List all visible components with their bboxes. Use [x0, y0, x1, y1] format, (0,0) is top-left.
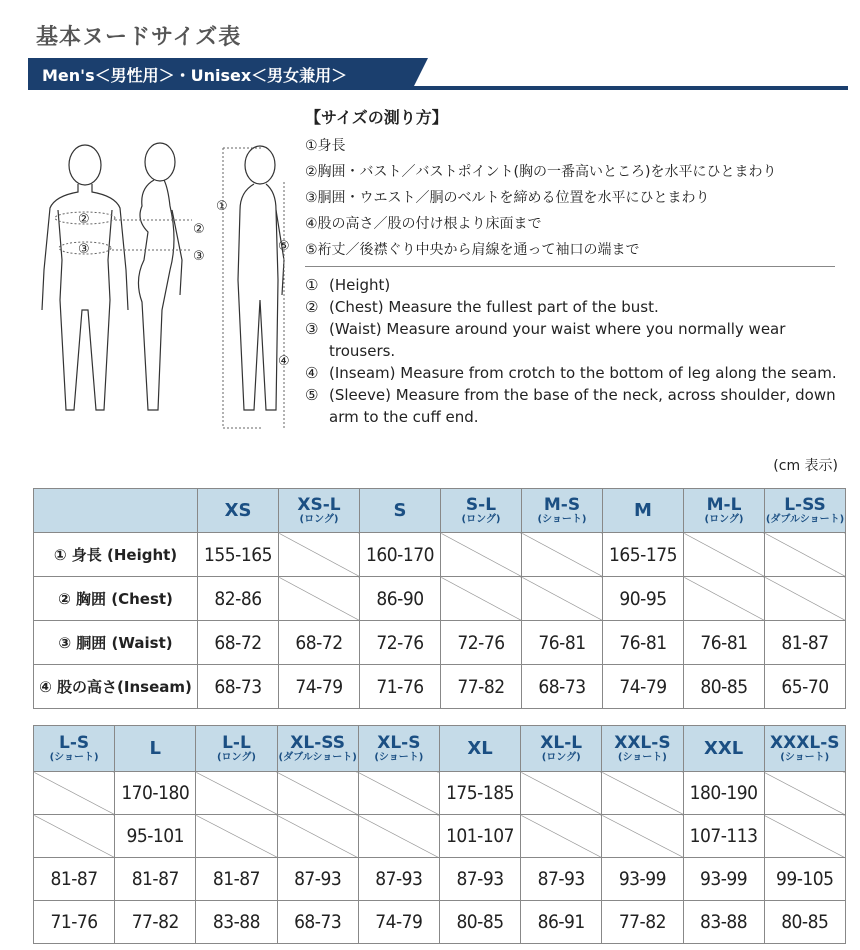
side-female-figure-icon [138, 143, 182, 410]
size-value: 71-76 [34, 901, 115, 944]
size-header-main: XL-S [377, 732, 421, 753]
size-value: 81-87 [115, 858, 196, 901]
size-value: 77-82 [602, 901, 683, 944]
banner-text: Men's＜男性用＞・Unisex＜男女兼用＞ [42, 66, 348, 85]
size-value: 74-79 [279, 665, 360, 709]
size-header-main: XXXL-S [770, 732, 840, 753]
size-value: 86-91 [521, 901, 602, 944]
empty-cell [684, 533, 765, 577]
jp-instruction: ⑤裄丈／後襟ぐり中央から肩線を通って袖口の端まで [305, 242, 640, 258]
size-header-main: XXL [703, 738, 744, 759]
en-instruction-number: ④ [305, 364, 319, 382]
size-table-2 [33, 725, 846, 944]
size-value: 72-76 [360, 621, 441, 665]
figure-label-five: ⑤ [278, 239, 290, 254]
empty-cell [277, 772, 358, 815]
side-male-figure-icon [238, 146, 284, 410]
size-value: 95-101 [115, 815, 196, 858]
size-column-header [279, 489, 360, 533]
empty-cell [765, 577, 846, 621]
table-row [34, 858, 846, 901]
size-value: 93-99 [602, 858, 683, 901]
size-value: 90-95 [603, 577, 684, 621]
size-value: 77-82 [115, 901, 196, 944]
size-header-sub: (ロング) [704, 513, 744, 525]
jp-instruction: ③胴囲・ウエスト／胴のベルトを締める位置を水平にひとまわり [305, 190, 710, 206]
size-value: 87-93 [277, 858, 358, 901]
size-header-main: XL-L [540, 732, 583, 753]
empty-cell [764, 815, 845, 858]
size-value: 81-87 [765, 621, 846, 665]
row-label: ③ 胴囲 (Waist) [34, 621, 198, 665]
size-value: 86-90 [360, 577, 441, 621]
size-value: 155-165 [198, 533, 279, 577]
size-column-header [684, 489, 765, 533]
empty-cell [279, 577, 360, 621]
size-header-main: XXL-S [614, 732, 671, 753]
size-value: 170-180 [115, 772, 196, 815]
empty-cell [522, 533, 603, 577]
size-header-sub: (ダブルショート) [765, 513, 845, 525]
size-value: 76-81 [603, 621, 684, 665]
size-value: 107-113 [683, 815, 764, 858]
size-header-main: XS-L [297, 494, 341, 515]
size-value: 82-86 [198, 577, 279, 621]
empty-cell [34, 815, 115, 858]
banner-underline [28, 86, 848, 90]
size-header-main: M-L [706, 494, 742, 515]
size-header-main: S [393, 500, 407, 521]
empty-cell [279, 533, 360, 577]
empty-cell [358, 815, 439, 858]
jp-instruction: ②胸囲・バスト／バストポイント(胸の一番高いところ)を水平にひとまわり [305, 164, 777, 180]
jp-instruction: ①身長 [305, 138, 346, 154]
en-instruction-text: (Chest) Measure the fullest part of the bust. [329, 298, 659, 316]
figure-label-two: ② [78, 212, 90, 227]
size-header-main: L-L [222, 732, 251, 753]
size-header-main: XS [224, 500, 252, 521]
en-instruction [305, 296, 845, 318]
size-table-1 [33, 488, 846, 709]
size-column-header [602, 726, 683, 772]
unit-note: (cm 表示) [773, 458, 838, 474]
empty-cell [602, 815, 683, 858]
size-header-sub: (ショート) [617, 751, 667, 763]
size-value: 77-82 [441, 665, 522, 709]
japanese-instructions [305, 133, 776, 263]
size-header-sub: (ロング) [216, 751, 256, 763]
size-value: 68-73 [522, 665, 603, 709]
size-value: 76-81 [522, 621, 603, 665]
size-header-sub: (ロング) [461, 513, 501, 525]
size-value: 87-93 [439, 858, 520, 901]
table-row [34, 772, 846, 815]
size-value: 165-175 [603, 533, 684, 577]
size-column-header [358, 726, 439, 772]
figure-label-three-side: ③ [193, 249, 205, 264]
table-row [34, 665, 846, 709]
size-value: 68-72 [279, 621, 360, 665]
en-instruction-text: (Waist) Measure around your waist where you normally wear trousers. [329, 320, 786, 360]
row-label: ② 胸囲 (Chest) [34, 577, 198, 621]
size-header-main: L-S [59, 732, 90, 753]
divider [305, 266, 835, 267]
size-value: 99-105 [764, 858, 845, 901]
en-instruction [305, 384, 845, 428]
size-column-header [521, 726, 602, 772]
size-value: 81-87 [196, 858, 277, 901]
empty-cell [522, 577, 603, 621]
size-header-main: M [634, 500, 652, 521]
empty-cell [441, 533, 522, 577]
size-header-main: L [149, 738, 162, 759]
size-header-sub: (ショート) [780, 751, 830, 763]
size-header-sub: (ショート) [49, 751, 99, 763]
front-figure-icon [42, 145, 128, 410]
empty-cell [602, 772, 683, 815]
page-title: 基本ヌードサイズ表 [36, 25, 242, 50]
size-header-sub: (ロング) [299, 513, 339, 525]
size-value: 72-76 [441, 621, 522, 665]
size-value: 83-88 [683, 901, 764, 944]
size-value: 76-81 [684, 621, 765, 665]
size-column-header [439, 726, 520, 772]
english-instructions [305, 274, 845, 428]
en-instruction-text: (Sleeve) Measure from the base of the neck, across shoulder, down arm to the cuff end. [329, 386, 836, 426]
table-row [34, 577, 846, 621]
size-column-header [115, 726, 196, 772]
size-header-main: M-S [543, 494, 581, 515]
size-column-header [764, 726, 845, 772]
empty-cell [34, 772, 115, 815]
size-value: 74-79 [603, 665, 684, 709]
size-value: 71-76 [360, 665, 441, 709]
size-value: 160-170 [360, 533, 441, 577]
figure-label-one: ① [216, 199, 228, 214]
size-column-header [277, 726, 358, 772]
size-value: 68-73 [277, 901, 358, 944]
header-corner [34, 489, 198, 533]
size-header-main: XL [467, 738, 493, 759]
en-instruction-number: ⑤ [305, 386, 319, 404]
size-value: 68-72 [198, 621, 279, 665]
en-instruction-text: (Height) [329, 276, 391, 294]
size-column-header [196, 726, 277, 772]
size-header-main: L-SS [784, 494, 826, 515]
jp-instruction: ④股の高さ／股の付け根より床面まで [305, 216, 542, 232]
empty-cell [684, 577, 765, 621]
empty-cell [277, 815, 358, 858]
empty-cell [521, 772, 602, 815]
size-value: 68-73 [198, 665, 279, 709]
en-instruction [305, 274, 845, 296]
size-value: 87-93 [521, 858, 602, 901]
size-column-header [603, 489, 684, 533]
en-instruction [305, 318, 845, 362]
size-value: 80-85 [439, 901, 520, 944]
size-column-header [522, 489, 603, 533]
size-header-sub: (ロング) [541, 751, 581, 763]
size-value: 74-79 [358, 901, 439, 944]
en-instruction-number: ① [305, 276, 319, 294]
empty-cell [441, 577, 522, 621]
empty-cell [764, 772, 845, 815]
empty-cell [196, 772, 277, 815]
table-row [34, 901, 846, 944]
en-instruction-text: (Inseam) Measure from crotch to the bottom of leg along the seam. [329, 364, 837, 382]
empty-cell [521, 815, 602, 858]
en-instruction-number: ② [305, 298, 319, 316]
figure-label-two-side: ② [193, 222, 205, 237]
size-header-main: S-L [465, 494, 497, 515]
empty-cell [358, 772, 439, 815]
measurement-lines [55, 148, 284, 428]
figure-label-four: ④ [278, 354, 290, 369]
size-value: 101-107 [439, 815, 520, 858]
size-header-main: XL-SS [290, 732, 346, 753]
category-banner [28, 58, 848, 90]
size-column-header [441, 489, 522, 533]
size-header-sub: (ショート) [374, 751, 424, 763]
size-value: 81-87 [34, 858, 115, 901]
row-label: ④ 股の高さ(Inseam) [34, 665, 198, 709]
table-row [34, 533, 846, 577]
size-value: 80-85 [764, 901, 845, 944]
measurement-heading: 【サイズの測り方】 [305, 108, 448, 127]
empty-cell [196, 815, 277, 858]
en-instruction-number: ③ [305, 320, 319, 338]
size-header-sub: (ショート) [537, 513, 587, 525]
size-column-header [198, 489, 279, 533]
size-column-header [765, 489, 846, 533]
en-instruction [305, 362, 845, 384]
size-value: 87-93 [358, 858, 439, 901]
size-value: 83-88 [196, 901, 277, 944]
table-row [34, 815, 846, 858]
size-column-header [360, 489, 441, 533]
size-value: 175-185 [439, 772, 520, 815]
size-value: 93-99 [683, 858, 764, 901]
figure-label-three: ③ [78, 242, 90, 257]
size-value: 80-85 [684, 665, 765, 709]
size-column-header [34, 726, 115, 772]
size-value: 65-70 [765, 665, 846, 709]
row-label: ① 身長 (Height) [34, 533, 198, 577]
body-measurement-figures [30, 110, 310, 440]
size-header-sub: (ダブルショート) [278, 751, 357, 763]
size-column-header [683, 726, 764, 772]
table-row [34, 621, 846, 665]
size-value: 180-190 [683, 772, 764, 815]
empty-cell [765, 533, 846, 577]
